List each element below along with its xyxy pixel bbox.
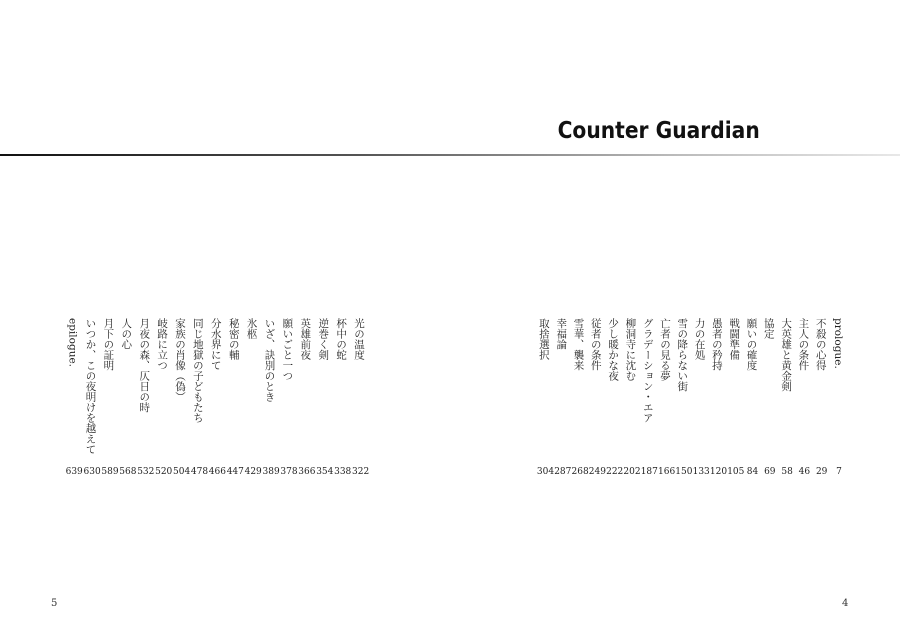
- toc-entry-title: 協定: [762, 318, 775, 339]
- toc-entry-page-number: 287: [554, 467, 572, 477]
- toc-entry-page-number: 630: [83, 467, 101, 477]
- toc-entry-page-number: 366: [298, 467, 316, 477]
- toc-entry-page-number: 338: [334, 467, 352, 477]
- toc-entry: [763, 318, 777, 339]
- toc-entry: [624, 318, 638, 381]
- toc-entry-page-number: 322: [352, 467, 370, 477]
- toc-entry-title: 願いの確度: [745, 318, 758, 371]
- toc-entry-page-number: 187: [640, 467, 658, 477]
- toc-entry-title: 岐路に立つ: [156, 318, 169, 371]
- toc-entry-page-number: 589: [101, 467, 119, 477]
- toc-entry: [590, 318, 604, 371]
- toc-entry-title: 亡者の見る夢: [659, 318, 671, 381]
- toc-entry: [659, 318, 673, 381]
- toc-entry-title: 人の心: [120, 318, 133, 350]
- toc-entry-title: 願いごと一つ: [281, 318, 294, 381]
- toc-entry-page-number: 29: [815, 467, 828, 477]
- toc-entry-title: 柳洞寺に沈む: [624, 318, 637, 381]
- toc-entry: [832, 318, 846, 369]
- toc-right-page: [0, 318, 900, 478]
- toc-entry-title: グラデーション・エア: [641, 318, 654, 423]
- toc-entry-page-number: 7: [836, 467, 842, 477]
- toc-entry-title: 取捨選択: [537, 318, 550, 360]
- toc-entry-title: 雪華、襲来: [572, 318, 585, 371]
- toc-entry-page-number: 84: [746, 467, 759, 477]
- toc-entry: [555, 318, 569, 350]
- toc-entry: [573, 318, 587, 371]
- toc-entry-title: 月下の証明: [102, 318, 115, 371]
- toc-entry: [676, 318, 690, 392]
- toc-entry-page-number: 105: [727, 467, 745, 477]
- toc-entry-title: いざ、訣別のとき: [263, 318, 276, 402]
- toc-entry-title: 従者の条件: [589, 318, 602, 371]
- toc-entry-page-number: 249: [588, 467, 606, 477]
- toc-entry-page-number: 429: [244, 467, 262, 477]
- toc-entry-title: いつか、この夜明けを越えて: [84, 318, 97, 455]
- book-title: Counter Guardian: [557, 118, 760, 144]
- toc-entry-page-number: 202: [623, 467, 641, 477]
- toc-entry-title: 戦闘準備: [728, 318, 741, 360]
- toc-entry-page-number: 504: [173, 467, 191, 477]
- toc-entry-page-number: 46: [798, 467, 811, 477]
- toc-entry-title: 逆巻く剣: [317, 318, 330, 360]
- toc-entry-title: 少し暖かな夜: [607, 318, 620, 381]
- toc-entry-page-number: 150: [675, 467, 693, 477]
- toc-entry-title: 英雄前夜: [299, 318, 312, 360]
- toc-entry: [607, 318, 621, 381]
- toc-entry: [815, 318, 829, 371]
- toc-entry-title: 大英雄と黄金剣: [780, 318, 793, 392]
- toc-entry-page-number: 166: [658, 467, 676, 477]
- toc-entry-title: 不殺の心得: [814, 318, 827, 371]
- toc-entry-title: 主人の条件: [797, 318, 810, 371]
- toc-entry-page-number: 268: [571, 467, 589, 477]
- toc-entry-title: epilogue.: [66, 318, 79, 368]
- toc-entry-page-number: 222: [606, 467, 624, 477]
- title-rule: [0, 154, 900, 156]
- toc-entry: [538, 318, 552, 360]
- toc-entry-page-number: 69: [764, 467, 776, 477]
- toc-entry-title: 同じ地獄の子どもたち: [191, 318, 204, 423]
- toc-entry-title: 愚者の矜持: [710, 318, 723, 371]
- toc-entry: [797, 318, 811, 371]
- folio-right: 4: [842, 598, 849, 609]
- toc-entry-page-number: 133: [692, 467, 710, 477]
- toc-entry-title: 雪の降らない街: [676, 318, 689, 392]
- toc-entry-page-number: 120: [709, 467, 728, 477]
- toc-right-page-numbers: [0, 466, 900, 478]
- toc-entry-page-number: 532: [137, 467, 155, 477]
- toc-entry-page-number: 378: [280, 467, 298, 477]
- toc-entry-page-number: 466: [208, 467, 226, 477]
- toc-entry: [694, 318, 708, 360]
- toc-entry-page-number: 447: [226, 467, 244, 477]
- toc-entry-page-number: 520: [155, 467, 173, 477]
- folio-left: 5: [51, 598, 58, 609]
- toc-entry-page-number: 304: [536, 467, 555, 477]
- toc-entry-page-number: 389: [262, 467, 280, 477]
- toc-entry-title: 月夜の森、仄日の時: [138, 318, 151, 413]
- toc-entry-title: 氷柩: [245, 318, 258, 339]
- toc-entry: [746, 318, 760, 371]
- toc-entry-title: 杯中の蛇: [335, 318, 348, 360]
- toc-entry-page-number: 58: [781, 467, 793, 477]
- toc-entry-page-number: 639: [65, 467, 83, 477]
- toc-entry-title: 家族の肖像（偽）: [174, 318, 186, 402]
- toc-entry-title: 光の温度: [353, 318, 365, 360]
- toc-entry-title: 秘密の輔: [227, 318, 240, 360]
- toc-entry-title: prologue.: [832, 318, 844, 369]
- toc-entry: [780, 318, 794, 392]
- toc-entry: [728, 318, 742, 360]
- toc-entry: [642, 318, 656, 423]
- toc-entry-page-number: 568: [119, 467, 137, 477]
- toc-entry-title: 幸福論: [555, 318, 568, 350]
- toc-entry-page-number: 478: [190, 467, 209, 477]
- toc-entry: [711, 318, 725, 371]
- toc-entry-title: 力の在処: [693, 318, 706, 360]
- toc-entry-title: 分水界にて: [209, 318, 222, 371]
- toc-entry-page-number: 354: [316, 467, 334, 477]
